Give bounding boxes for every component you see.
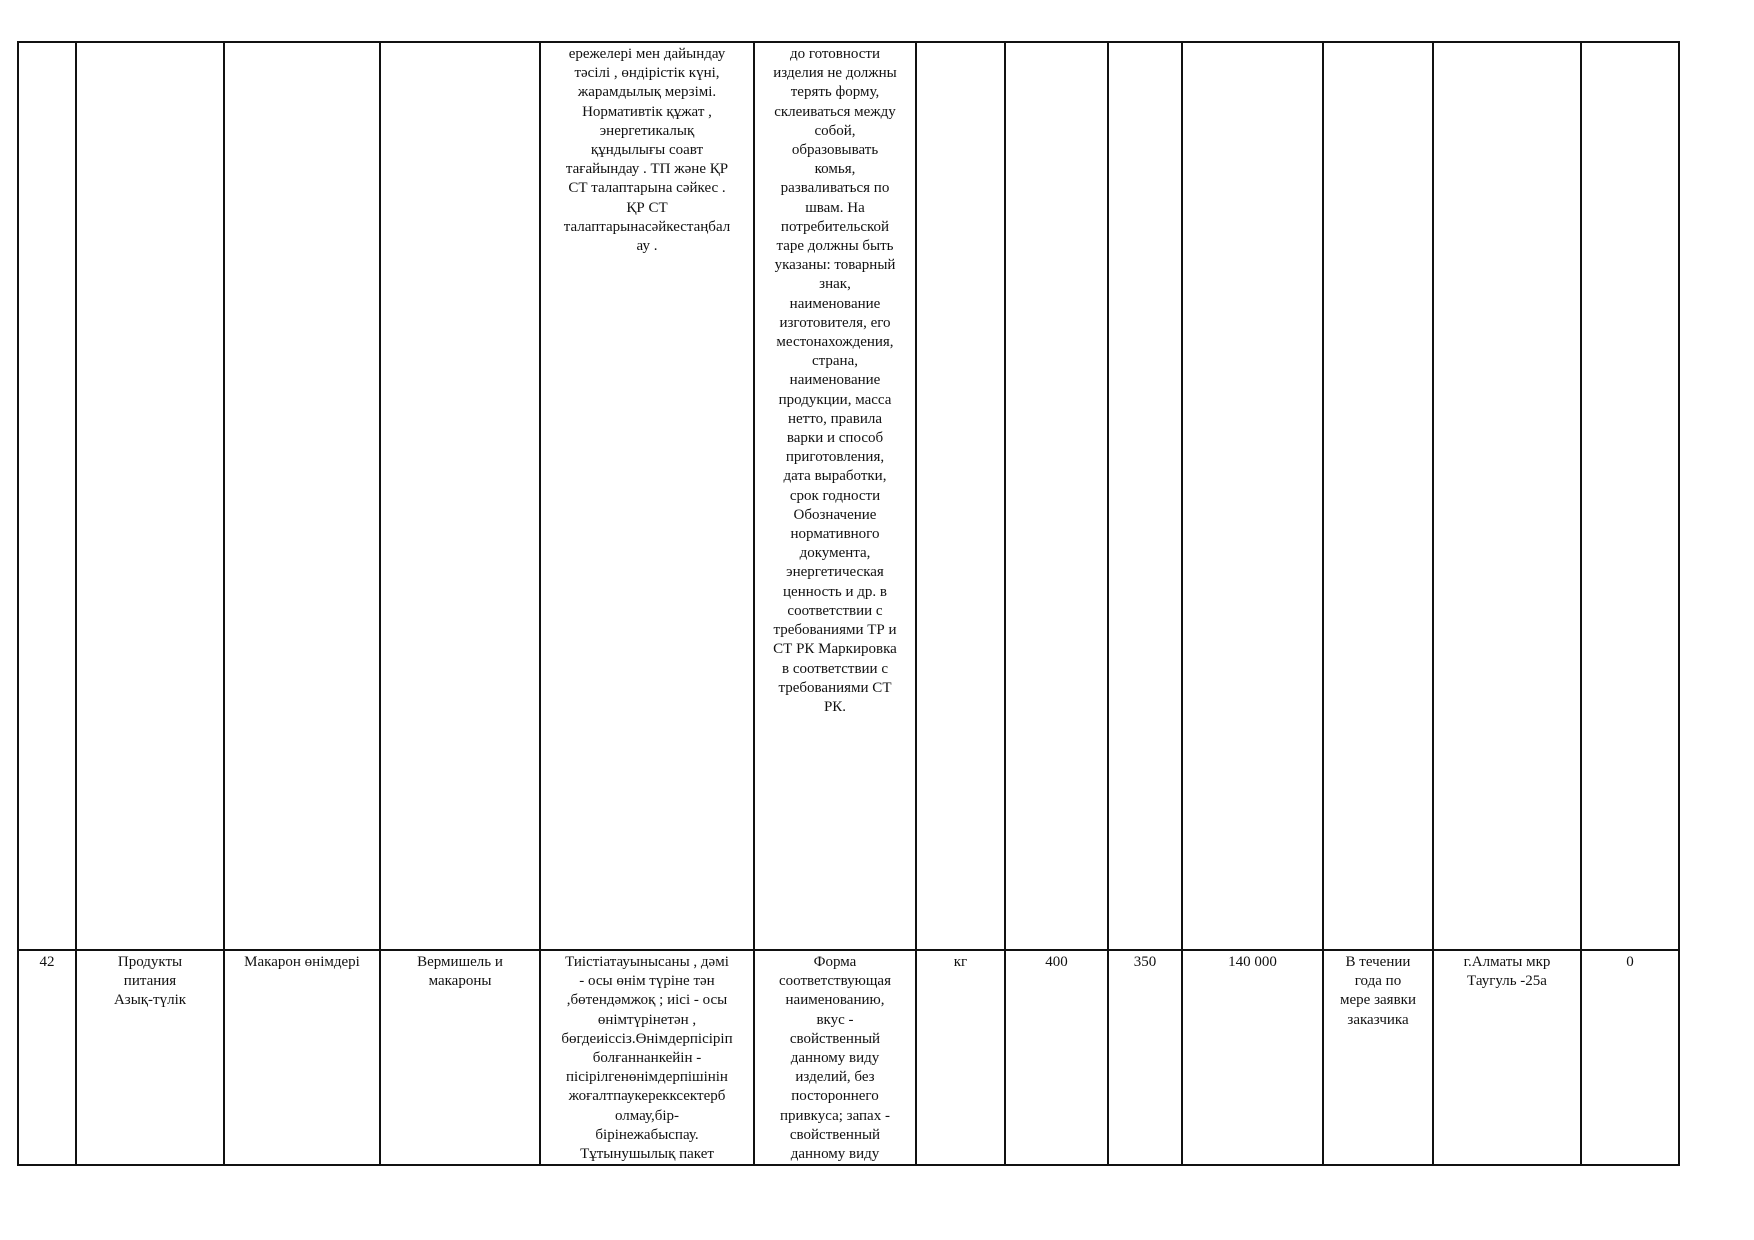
table-row xyxy=(18,950,1679,1165)
cell-advance: 0 xyxy=(1581,950,1679,1165)
cell-delivery-term: В течении года по мере заявки заказчика xyxy=(1323,950,1433,1165)
cell-name-ru xyxy=(380,42,540,950)
cell-delivery-place: г.Алматы мкр Таугуль -25а xyxy=(1433,950,1581,1165)
cell-price xyxy=(1108,42,1182,950)
cell-category: Продукты питания Азық-түлік xyxy=(76,950,224,1165)
cell-number: 42 xyxy=(18,950,76,1165)
cell-unit: кг xyxy=(916,950,1005,1165)
cell-quantity: 400 xyxy=(1005,950,1108,1165)
cell-advance xyxy=(1581,42,1679,950)
cell-category xyxy=(76,42,224,950)
cell-spec-kz: Тиістіатауынысаны , дәмі - осы өнім түріне тән ,бөтендәмжоқ ; иісі - осы өнімтүрінетән , бөгдеиіссіз.Өнімдерпісіріп болғаннанкейін - пісірілгенөнімдерпішінін жоғалтпаукерекксектерб олмау,бір- бірінежабыспау. Тұтынушылық пакет xyxy=(540,950,754,1165)
cell-delivery-term xyxy=(1323,42,1433,950)
cell-delivery-place xyxy=(1433,42,1581,950)
cell-name-kz: Макарон өнімдері xyxy=(224,950,380,1165)
cell-spec-ru: Форма соответствующая наименованию, вкус - свойственный данному виду изделий, без постороннего привкуса; запах - свойственный данному виду xyxy=(754,950,916,1165)
cell-spec-ru: до готовности изделия не должны терять форму, склеиваться между собой, образовывать комья, разваливаться по швам. На потребительской таре должны быть указаны: товарный знак, наименование изготовителя, его местонахождения, страна, наименование продукции, масса нетто, правила варки и способ приготовления, дата выработки, срок годности Обозначение нормативного документа, энергетическая ценность и др. в соответствии с требованиями ТР и СТ РК Маркировка в соответствии с требованиями СТ РК. xyxy=(754,42,916,950)
cell-quantity xyxy=(1005,42,1108,950)
cell-name-ru: Вермишель и макароны xyxy=(380,950,540,1165)
cell-spec-kz: ережелері мен дайындау тәсілі , өндірістік күні, жарамдылық мерзімі. Нормативтік құжат , энергетикалық құндылығы соавт тағайындау . ТП және ҚР СТ талаптарына сәйкес . ҚР СТ талаптарынасәйкестаңбал ау . xyxy=(540,42,754,950)
cell-number xyxy=(18,42,76,950)
procurement-table xyxy=(17,41,1680,1166)
cell-amount: 140 000 xyxy=(1182,950,1323,1165)
cell-price: 350 xyxy=(1108,950,1182,1165)
table-row xyxy=(18,42,1679,950)
cell-name-kz xyxy=(224,42,380,950)
cell-amount xyxy=(1182,42,1323,950)
cell-unit xyxy=(916,42,1005,950)
